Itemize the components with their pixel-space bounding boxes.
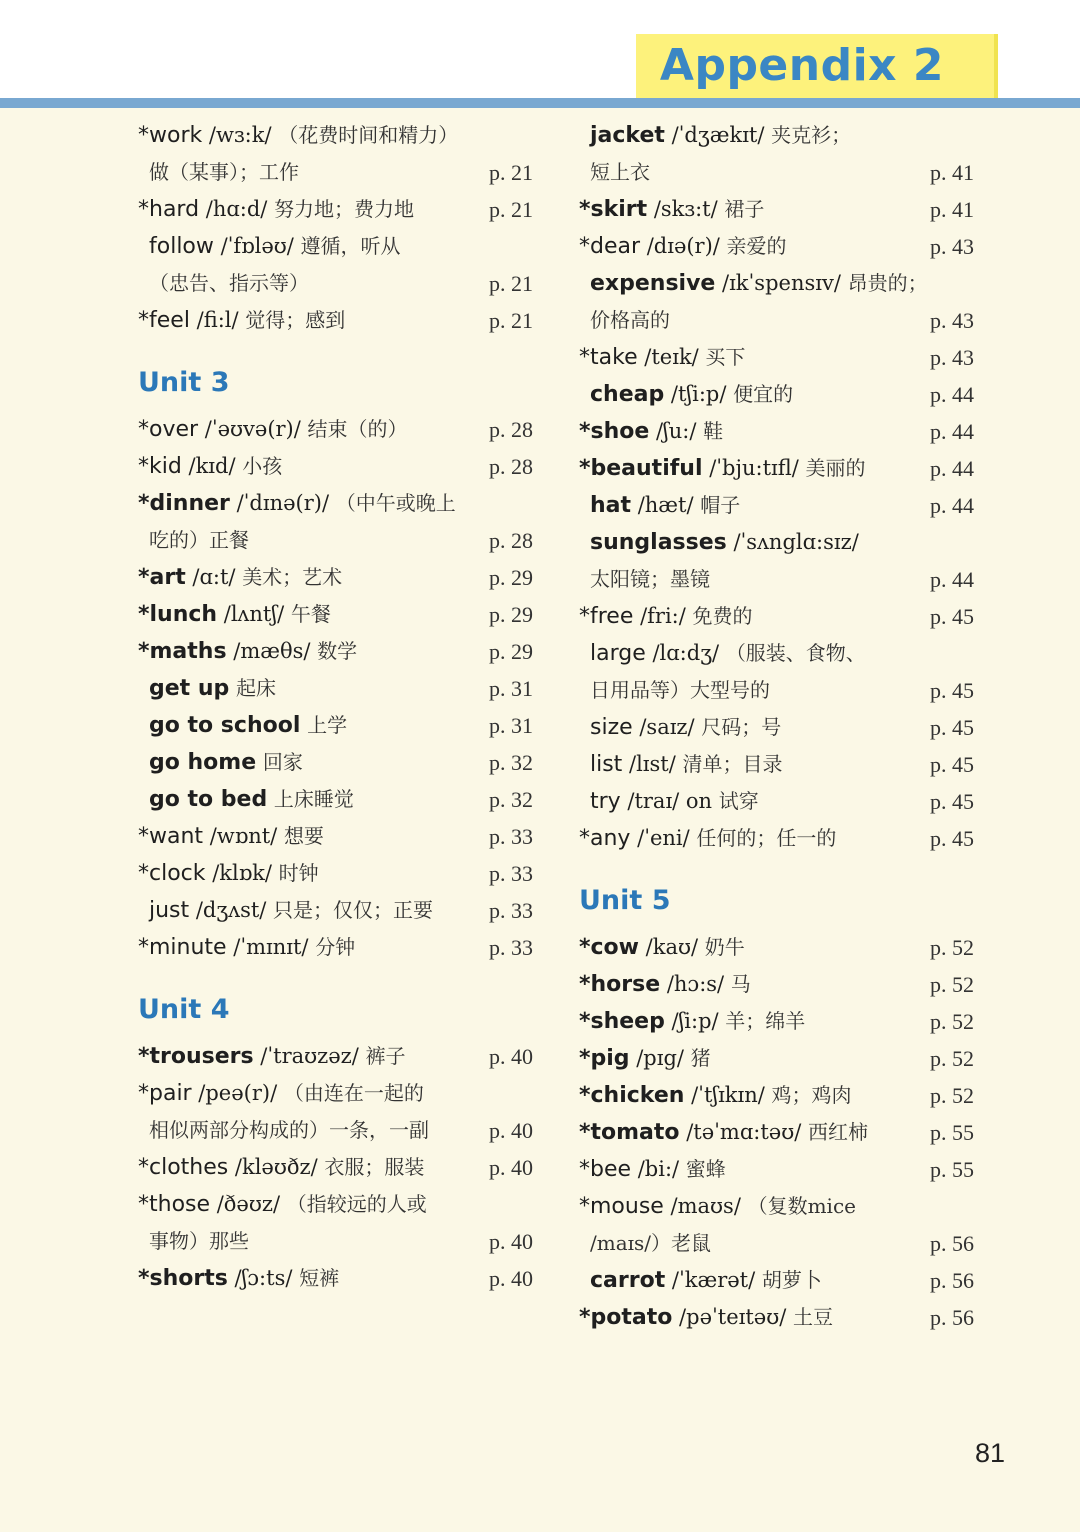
vocab-meaning: 上学 [307,713,348,737]
vocab-word: sunglasses [590,530,727,555]
vocab-entry [579,1299,974,1336]
vocab-meaning: 裤子 [365,1044,406,1068]
vocab-entry [579,966,974,1003]
vocab-entry [138,302,533,339]
vocab-meaning: 尺码；号 [701,715,782,739]
vocab-word: cheap [590,382,665,407]
vocab-page-ref: p. 40 [489,1266,533,1291]
vocab-meaning: 觉得；感到 [245,308,346,332]
vocab-entry [138,411,533,448]
vocab-page-ref: p. 40 [489,1229,533,1254]
vocab-word: *those [138,1192,211,1217]
vocab-phonetic: /ʃu:/ [649,419,704,443]
vocab-phonetic: /ˈfɒləʊ/ [213,234,301,258]
vocab-entry [579,376,974,413]
vocab-meaning: 买下 [705,345,746,369]
vocab-entry [579,1003,974,1040]
vocab-page-ref: p. 52 [930,1083,974,1108]
vocab-entry [579,709,974,746]
vocab-word: *want [138,824,204,849]
vocab-entry [138,818,533,855]
vocab-entry [579,1151,974,1188]
vocab-meaning: 回家 [262,750,303,774]
vocab-page-ref: p. 44 [930,456,974,481]
vocab-word: *trousers [138,1044,254,1069]
vocab-meaning: 小孩 [242,454,283,478]
vocab-phonetic: /ˈbju:tɪfl/ [702,456,806,480]
vocab-entry [138,448,533,485]
vocab-meaning: （服装、食物、 [725,641,866,665]
vocab-word: *lunch [138,602,218,627]
vocab-page-ref: p. 33 [489,861,533,886]
vocab-entry [138,892,533,929]
vocab-meaning: 帽子 [700,493,741,517]
vocab-meaning: 免费的 [692,604,753,628]
vocab-entry-continuation [579,561,974,598]
vocab-meaning: 蜜蜂 [685,1157,726,1181]
vocab-page-ref: p. 28 [489,454,533,479]
vocab-page-ref: p. 41 [930,197,974,222]
vocab-entry [138,1149,533,1186]
vocab-word: *tomato [579,1120,680,1145]
vocab-word: *free [579,604,634,629]
vocab-phonetic: /hæt/ [631,493,701,517]
vocab-page-ref: p. 44 [930,493,974,518]
vocab-phonetic: /pəˈteɪtəʊ/ [672,1305,793,1329]
vocab-word: go to school [149,713,301,738]
vocab-page-ref: p. 56 [930,1268,974,1293]
vocab-meaning: 上床睡觉 [273,787,354,811]
vocab-page-ref: p. 29 [489,639,533,664]
vocab-word: *art [138,565,186,590]
vocab-entry [579,117,974,154]
vocab-meaning: 西红柿 [808,1120,869,1144]
vocab-entry [579,598,974,635]
vocab-word: jacket [590,123,665,148]
vocab-page-ref: p. 45 [930,604,974,629]
vocab-meaning: 午餐 [290,602,331,626]
vocab-entry [138,1186,533,1223]
vocab-meaning: 猪 [690,1046,711,1070]
header-rule [0,98,1080,108]
vocab-page-ref: p. 31 [489,713,533,738]
vocab-phonetic: /ˈdʒækɪt/ [664,123,772,147]
vocab-meaning: 昂贵的； [847,271,928,295]
vocab-page-ref: p. 45 [930,789,974,814]
vocab-phonetic: /ˈəʊvə(r)/ [198,417,308,441]
unit-heading: Unit 4 [138,994,230,1025]
vocab-phonetic: /kɪd/ [181,454,243,478]
vocab-phonetic: /tʃi:p/ [664,382,734,406]
vocab-meaning: 日用品等）大型号的 [590,678,770,702]
vocab-word: *chicken [579,1083,685,1108]
vocab-word: list [590,752,623,777]
vocab-phonetic: /skɜ:t/ [647,197,725,221]
vocab-meaning: 短上衣 [590,160,650,184]
vocab-page-ref: p. 28 [489,528,533,553]
vocab-meaning: /maɪs/）老鼠 [590,1231,712,1255]
vocab-entry [138,1260,533,1297]
vocab-phonetic: /ʃi:p/ [664,1009,726,1033]
vocab-page-ref: p. 41 [930,160,974,185]
vocab-word: *maths [138,639,227,664]
vocab-entry [579,450,974,487]
vocab-phonetic [267,787,274,811]
vocab-meaning: 鸡；鸡肉 [771,1083,852,1107]
vocab-entry [579,783,974,820]
vocab-word: *dear [579,234,641,259]
vocab-word: just [149,898,190,923]
vocab-meaning: 鞋 [703,419,724,443]
vocab-meaning: 衣服；服装 [324,1155,425,1179]
vocab-word: *horse [579,972,661,997]
vocab-phonetic: /lɑ:dʒ/ [645,641,726,665]
vocab-meaning: 相似两部分构成的）一条，一副 [149,1118,429,1142]
vocab-phonetic: /pɪg/ [629,1046,691,1070]
vocab-meaning: 羊；绵羊 [725,1009,806,1033]
vocab-word: hat [590,493,632,518]
vocab-word: *bee [579,1157,632,1182]
vocab-meaning: 数学 [317,639,358,663]
vocab-meaning: 只是；仅仅；正要 [273,898,434,922]
vocab-phonetic: /ˈeni/ [630,826,697,850]
vocab-page-ref: p. 21 [489,197,533,222]
vocab-entry [579,635,974,672]
vocab-meaning: 价格高的 [590,308,670,332]
vocab-phonetic [256,750,263,774]
vocab-word: *cow [579,935,639,960]
vocab-word: get up [149,676,230,701]
vocab-phonetic: /mæθs/ [226,639,318,663]
vocab-word: *feel [138,308,190,333]
vocab-phonetic: /ˈdɪnə(r)/ [229,491,336,515]
vocab-page-ref: p. 33 [489,898,533,923]
vocab-phonetic: /bi:/ [631,1157,686,1181]
vocab-meaning: （由连在一起的 [283,1081,424,1105]
vocab-meaning: （指较远的人或 [286,1192,427,1216]
vocab-meaning: 土豆 [793,1305,833,1329]
vocab-word: *over [138,417,199,442]
vocab-phonetic: /traɪ/ on [620,789,719,813]
vocab-word: *mouse [579,1194,664,1219]
vocab-word: go to bed [149,787,268,812]
vocab-page-ref: p. 44 [930,419,974,444]
vocab-phonetic: /dɪə(r)/ [640,234,727,258]
vocab-entry [579,1188,974,1225]
vocab-entry [579,1114,974,1151]
vocab-meaning: 马 [730,972,751,996]
vocab-word: *shoe [579,419,650,444]
vocab-page-ref: p. 43 [930,345,974,370]
vocab-entry-continuation [579,672,974,709]
vocab-page-ref: p. 52 [930,935,974,960]
vocab-page-ref: p. 31 [489,676,533,701]
vocab-meaning: 亲爱的 [726,234,787,258]
vocab-phonetic: /ɑ:t/ [185,565,243,589]
vocab-phonetic: /hɔ:s/ [660,972,731,996]
appendix-tab [636,34,994,98]
vocab-entry [138,781,533,818]
vocab-entry-continuation [138,154,533,191]
vocab-page-ref: p. 33 [489,824,533,849]
vocab-phonetic: /ðəʊz/ [210,1192,287,1216]
vocab-word: *shorts [138,1266,228,1291]
vocab-phonetic: /təˈmɑ:təʊ/ [679,1120,809,1144]
vocab-meaning: 裙子 [724,197,765,221]
vocab-meaning: 便宜的 [733,382,794,406]
vocab-page-ref: p. 40 [489,1044,533,1069]
vocab-meaning: 美术；艺术 [242,565,343,589]
vocab-page-ref: p. 29 [489,602,533,627]
vocab-word: *sheep [579,1009,665,1034]
vocab-page-ref: p. 29 [489,565,533,590]
vocab-word: expensive [590,271,716,296]
vocab-meaning: 胡萝卜 [761,1268,822,1292]
vocab-entry [138,1075,533,1112]
vocab-entry [138,117,533,154]
vocab-meaning: 吃的）正餐 [149,528,249,552]
vocab-word: *clothes [138,1155,229,1180]
vocab-entry [138,485,533,522]
vocab-entry [579,1077,974,1114]
vocab-word: large [590,641,646,666]
vocab-word: *pig [579,1046,630,1071]
vocab-page-ref: p. 21 [489,271,533,296]
vocab-word: size [590,715,633,740]
vocab-meaning: 短裤 [299,1266,340,1290]
appendix-title: Appendix 2 [659,40,944,91]
vocab-phonetic: /hɑ:d/ [199,197,275,221]
vocab-page-ref: p. 40 [489,1118,533,1143]
vocab-phonetic: /klɒk/ [205,861,279,885]
vocab-word: *take [579,345,638,370]
vocab-phonetic: /wɜ:k/ [202,123,279,147]
vocab-entry [579,265,974,302]
vocab-word: *minute [138,935,227,960]
unit-heading: Unit 5 [579,885,671,916]
vocab-page-ref: p. 45 [930,715,974,740]
vocab-entry [579,228,974,265]
vocab-entry [138,929,533,966]
vocab-word: try [590,789,621,814]
vocab-phonetic: /ˈtʃɪkɪn/ [684,1083,772,1107]
vocab-word: *kid [138,454,182,479]
vocab-page-ref: p. 56 [930,1305,974,1330]
vocab-meaning: （花费时间和精力） [278,123,459,147]
vocab-word: *beautiful [579,456,703,481]
vocab-entry [138,633,533,670]
vocab-word: carrot [590,1268,666,1293]
vocab-entry-continuation [579,1225,974,1262]
vocab-entry-continuation [138,265,533,302]
vocab-entry [579,339,974,376]
vocab-entry [579,820,974,857]
vocab-meaning: 遵循，听从 [300,234,401,258]
vocab-phonetic: /ˈkærət/ [665,1268,762,1292]
vocab-phonetic: /ˈmɪnɪt/ [226,935,316,959]
vocab-page-ref: p. 21 [489,308,533,333]
vocab-page-ref: p. 52 [930,1009,974,1034]
vocab-phonetic: /ˈsʌnglɑ:sɪz/ [726,530,859,554]
vocab-word: *dinner [138,491,230,516]
vocab-phonetic: /dʒʌst/ [189,898,274,922]
vocab-entry-continuation [138,1223,533,1260]
vocab-entry [138,191,533,228]
vocab-entry [138,744,533,781]
vocab-meaning: （忠告、指示等） [149,271,309,295]
vocab-phonetic: /lɪst/ [622,752,683,776]
vocab-meaning: 做（某事）；工作 [149,160,299,184]
vocab-phonetic: /ɪkˈspensɪv/ [715,271,848,295]
vocab-phonetic [229,676,236,700]
vocab-entry-continuation [138,522,533,559]
vocab-entry [579,524,974,561]
vocab-phonetic: /ʃɔ:ts/ [227,1266,300,1290]
vocab-page-ref: p. 52 [930,972,974,997]
vocab-page-ref: p. 55 [930,1157,974,1182]
vocab-page-ref: p. 56 [930,1231,974,1256]
vocab-entry [579,1040,974,1077]
vocab-entry [579,746,974,783]
vocab-phonetic: /ˈtraʊzəz/ [253,1044,366,1068]
vocab-meaning: 美丽的 [805,456,866,480]
vocab-column-left [138,117,533,1297]
vocab-page-ref: p. 28 [489,417,533,442]
vocab-page-ref: p. 32 [489,750,533,775]
vocab-entry [579,1262,974,1299]
vocab-phonetic: /kaʊ/ [638,935,705,959]
vocab-word: *clock [138,861,206,886]
vocab-page-ref: p. 45 [930,678,974,703]
vocab-page-ref: p. 43 [930,234,974,259]
vocab-page-ref: p. 44 [930,567,974,592]
vocab-entry [138,707,533,744]
vocab-meaning: （复数mice [747,1194,856,1218]
vocab-entry-continuation [579,154,974,191]
vocab-entry [138,1038,533,1075]
vocab-phonetic: /teɪk/ [637,345,706,369]
vocab-meaning: （中午或晚上 [335,491,456,515]
vocab-meaning: 时钟 [278,861,319,885]
vocab-page-ref: p. 45 [930,826,974,851]
vocab-meaning: 任何的；任一的 [696,826,837,850]
vocab-page-ref: p. 44 [930,382,974,407]
vocab-meaning: 分钟 [315,935,356,959]
vocab-column-right [579,117,974,1336]
vocab-word: *any [579,826,631,851]
vocab-entry-continuation [138,1112,533,1149]
vocab-phonetic: /maʊs/ [663,1194,748,1218]
vocab-entry [138,670,533,707]
vocab-entry [138,855,533,892]
unit-heading: Unit 3 [138,367,230,398]
vocab-meaning: 起床 [235,676,276,700]
vocab-page-ref: p. 52 [930,1046,974,1071]
vocab-phonetic: /fi:l/ [189,308,246,332]
vocab-meaning: 清单；目录 [682,752,783,776]
vocab-word: follow [149,234,214,259]
vocab-page-ref: p. 40 [489,1155,533,1180]
vocab-entry-continuation [579,302,974,339]
vocab-word: *potato [579,1305,673,1330]
vocab-phonetic: /kləʊðz/ [228,1155,325,1179]
vocab-meaning: 太阳镜；墨镜 [590,567,710,591]
vocab-word: *hard [138,197,200,222]
vocab-word: go home [149,750,257,775]
vocab-word: *work [138,123,203,148]
vocab-page-ref: p. 33 [489,935,533,960]
page-number: 81 [975,1438,1006,1468]
vocab-meaning: 夹克衫； [771,123,852,147]
vocab-page-ref: p. 55 [930,1120,974,1145]
vocab-entry [579,487,974,524]
vocab-phonetic: /peə(r)/ [191,1081,284,1105]
vocab-entry [579,191,974,228]
vocab-meaning: 结束（的） [307,417,408,441]
vocab-page-ref: p. 32 [489,787,533,812]
vocab-meaning: 奶牛 [704,935,745,959]
vocab-phonetic: /lʌntʃ/ [217,602,291,626]
vocab-page-ref: p. 43 [930,308,974,333]
vocab-phonetic: /fri:/ [633,604,693,628]
vocab-meaning: 努力地；费力地 [274,197,415,221]
vocab-page-ref: p. 45 [930,752,974,777]
vocab-entry [579,413,974,450]
vocab-phonetic: /saɪz/ [632,715,702,739]
vocab-word: *pair [138,1081,192,1106]
vocab-meaning: 事物）那些 [149,1229,249,1253]
vocab-entry [138,559,533,596]
vocab-page-ref: p. 21 [489,160,533,185]
vocab-meaning: 想要 [283,824,324,848]
vocab-phonetic: /wɒnt/ [203,824,284,848]
vocab-word: *skirt [579,197,648,222]
vocab-entry [579,929,974,966]
vocab-entry [138,596,533,633]
vocab-entry [138,228,533,265]
vocab-meaning: 试穿 [718,789,759,813]
